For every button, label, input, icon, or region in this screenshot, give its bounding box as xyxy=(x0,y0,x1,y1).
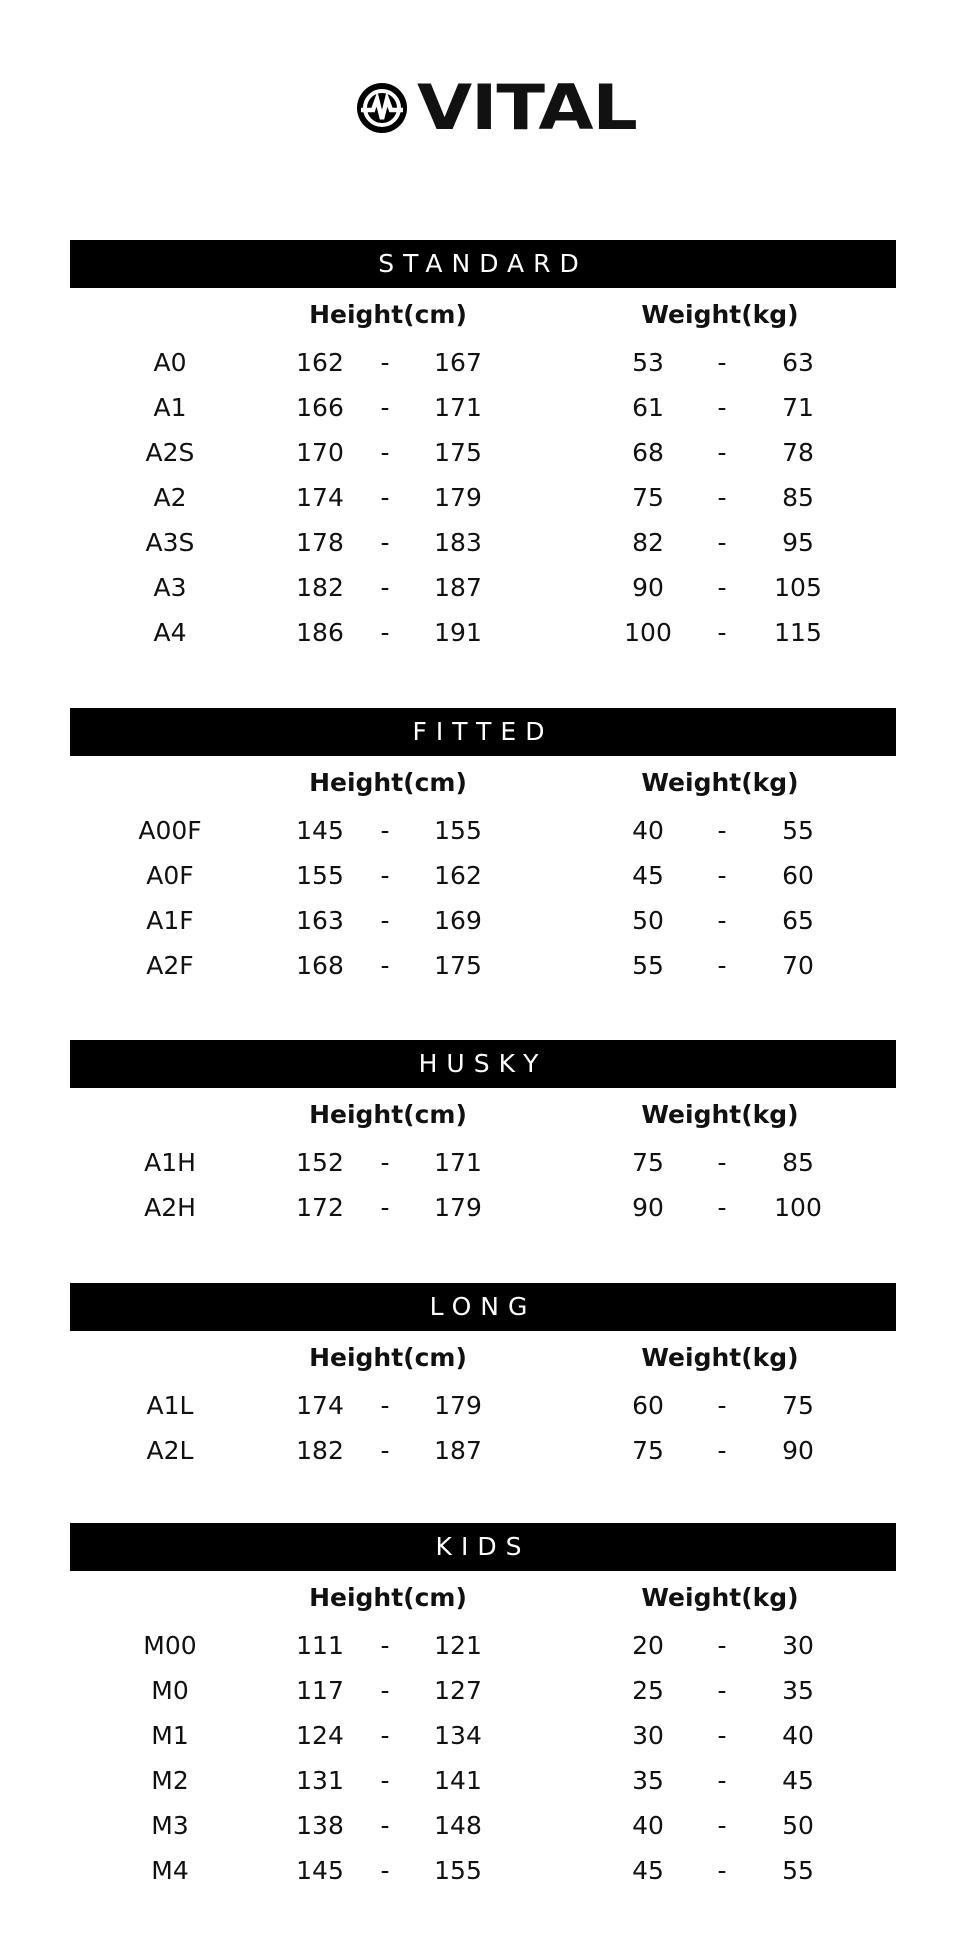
weight-min-cell: 90 xyxy=(632,573,664,602)
weight-max-cell: 50 xyxy=(782,1811,814,1840)
weight-min-cell: 68 xyxy=(632,438,664,467)
size-rows xyxy=(0,1383,960,1473)
weight-min-cell: 90 xyxy=(632,1193,664,1222)
height-max-cell: 162 xyxy=(434,861,482,890)
weight-max-cell: 55 xyxy=(782,816,814,845)
size-cell: A2 xyxy=(153,483,187,512)
range-dash: - xyxy=(380,438,390,467)
height-max-cell: 175 xyxy=(434,438,482,467)
range-dash: - xyxy=(717,1676,727,1705)
weight-min-cell: 100 xyxy=(624,618,672,647)
height-max-cell: 127 xyxy=(434,1676,482,1705)
size-cell: M2 xyxy=(151,1766,189,1795)
range-dash: - xyxy=(717,348,727,377)
height-max-cell: 191 xyxy=(434,618,482,647)
range-dash: - xyxy=(717,1631,727,1660)
range-dash: - xyxy=(380,393,390,422)
table-row xyxy=(0,1713,960,1758)
height-header: Height(cm) xyxy=(309,1343,467,1372)
height-min-cell: 162 xyxy=(296,348,344,377)
range-dash: - xyxy=(717,1766,727,1795)
weight-max-cell: 115 xyxy=(774,618,822,647)
weight-max-cell: 85 xyxy=(782,1148,814,1177)
height-max-cell: 171 xyxy=(434,393,482,422)
height-min-cell: 131 xyxy=(296,1766,344,1795)
height-max-cell: 179 xyxy=(434,483,482,512)
range-dash: - xyxy=(717,618,727,647)
weight-max-cell: 30 xyxy=(782,1631,814,1660)
range-dash: - xyxy=(717,861,727,890)
height-min-cell: 172 xyxy=(296,1193,344,1222)
table-row xyxy=(0,1758,960,1803)
size-cell: A0F xyxy=(146,861,194,890)
brand-logo xyxy=(355,71,637,144)
range-dash: - xyxy=(380,1193,390,1222)
range-dash: - xyxy=(717,1391,727,1420)
weight-header: Weight(kg) xyxy=(641,1583,799,1612)
weight-min-cell: 75 xyxy=(632,1148,664,1177)
weight-min-cell: 45 xyxy=(632,1856,664,1885)
weight-min-cell: 50 xyxy=(632,906,664,935)
range-dash: - xyxy=(717,1811,727,1840)
height-max-cell: 134 xyxy=(434,1721,482,1750)
weight-min-cell: 61 xyxy=(632,393,664,422)
range-dash: - xyxy=(380,1148,390,1177)
weight-max-cell: 105 xyxy=(774,573,822,602)
table-row xyxy=(0,340,960,385)
height-max-cell: 171 xyxy=(434,1148,482,1177)
weight-min-cell: 35 xyxy=(632,1766,664,1795)
size-cell: A0 xyxy=(153,348,187,377)
range-dash: - xyxy=(380,1766,390,1795)
size-cell: A2L xyxy=(146,1436,194,1465)
size-cell: A3 xyxy=(153,573,187,602)
table-row xyxy=(0,1623,960,1668)
size-cell: A2S xyxy=(145,438,195,467)
table-row xyxy=(0,385,960,430)
size-cell: A1F xyxy=(146,906,194,935)
size-cell: M3 xyxy=(151,1811,189,1840)
weight-max-cell: 78 xyxy=(782,438,814,467)
height-max-cell: 169 xyxy=(434,906,482,935)
height-min-cell: 152 xyxy=(296,1148,344,1177)
weight-max-cell: 45 xyxy=(782,1766,814,1795)
table-row xyxy=(0,520,960,565)
range-dash: - xyxy=(380,1436,390,1465)
range-dash: - xyxy=(717,1193,727,1222)
height-header: Height(cm) xyxy=(309,300,467,329)
table-row xyxy=(0,1428,960,1473)
height-min-cell: 166 xyxy=(296,393,344,422)
weight-max-cell: 90 xyxy=(782,1436,814,1465)
table-row xyxy=(0,853,960,898)
height-min-cell: 145 xyxy=(296,1856,344,1885)
table-row xyxy=(0,1668,960,1713)
weight-max-cell: 63 xyxy=(782,348,814,377)
height-max-cell: 141 xyxy=(434,1766,482,1795)
height-max-cell: 183 xyxy=(434,528,482,557)
range-dash: - xyxy=(717,393,727,422)
weight-min-cell: 40 xyxy=(632,1811,664,1840)
section-title: STANDARD xyxy=(70,240,896,288)
weight-min-cell: 60 xyxy=(632,1391,664,1420)
range-dash: - xyxy=(380,816,390,845)
height-min-cell: 168 xyxy=(296,951,344,980)
size-cell: A1H xyxy=(144,1148,196,1177)
weight-min-cell: 25 xyxy=(632,1676,664,1705)
range-dash: - xyxy=(717,951,727,980)
height-max-cell: 148 xyxy=(434,1811,482,1840)
size-cell: M0 xyxy=(151,1676,189,1705)
range-dash: - xyxy=(380,1676,390,1705)
range-dash: - xyxy=(717,906,727,935)
range-dash: - xyxy=(380,348,390,377)
weight-max-cell: 75 xyxy=(782,1391,814,1420)
size-cell: M00 xyxy=(143,1631,197,1660)
height-min-cell: 178 xyxy=(296,528,344,557)
range-dash: - xyxy=(380,528,390,557)
range-dash: - xyxy=(717,816,727,845)
size-cell: A3S xyxy=(145,528,195,557)
weight-min-cell: 53 xyxy=(632,348,664,377)
range-dash: - xyxy=(380,1721,390,1750)
size-cell: A1 xyxy=(153,393,187,422)
height-min-cell: 111 xyxy=(296,1631,344,1660)
table-row xyxy=(0,430,960,475)
height-header: Height(cm) xyxy=(309,1100,467,1129)
table-row xyxy=(0,1848,960,1893)
table-row xyxy=(0,1185,960,1230)
weight-max-cell: 95 xyxy=(782,528,814,557)
table-row xyxy=(0,1383,960,1428)
height-max-cell: 167 xyxy=(434,348,482,377)
size-cell: A4 xyxy=(153,618,187,647)
weight-min-cell: 75 xyxy=(632,1436,664,1465)
height-min-cell: 145 xyxy=(296,816,344,845)
range-dash: - xyxy=(380,1391,390,1420)
height-min-cell: 186 xyxy=(296,618,344,647)
range-dash: - xyxy=(380,483,390,512)
height-min-cell: 174 xyxy=(296,483,344,512)
weight-max-cell: 35 xyxy=(782,1676,814,1705)
height-max-cell: 179 xyxy=(434,1193,482,1222)
weight-max-cell: 60 xyxy=(782,861,814,890)
weight-min-cell: 55 xyxy=(632,951,664,980)
height-max-cell: 179 xyxy=(434,1391,482,1420)
range-dash: - xyxy=(380,1811,390,1840)
range-dash: - xyxy=(380,951,390,980)
section-title: HUSKY xyxy=(70,1040,896,1088)
weight-max-cell: 85 xyxy=(782,483,814,512)
size-cell: A2F xyxy=(146,951,194,980)
range-dash: - xyxy=(717,573,727,602)
section-title: KIDS xyxy=(70,1523,896,1571)
range-dash: - xyxy=(717,1856,727,1885)
height-max-cell: 187 xyxy=(434,1436,482,1465)
range-dash: - xyxy=(717,1721,727,1750)
table-row xyxy=(0,1803,960,1848)
height-max-cell: 187 xyxy=(434,573,482,602)
weight-header: Weight(kg) xyxy=(641,1100,799,1129)
weight-min-cell: 40 xyxy=(632,816,664,845)
height-min-cell: 182 xyxy=(296,1436,344,1465)
section-title: FITTED xyxy=(70,708,896,756)
table-row xyxy=(0,610,960,655)
size-cell: A1L xyxy=(146,1391,194,1420)
size-cell: A00F xyxy=(138,816,202,845)
weight-min-cell: 75 xyxy=(632,483,664,512)
range-dash: - xyxy=(380,618,390,647)
size-cell: M1 xyxy=(151,1721,189,1750)
size-rows xyxy=(0,1140,960,1230)
weight-min-cell: 20 xyxy=(632,1631,664,1660)
range-dash: - xyxy=(717,1436,727,1465)
size-rows xyxy=(0,808,960,988)
range-dash: - xyxy=(380,1856,390,1885)
weight-header: Weight(kg) xyxy=(641,768,799,797)
weight-max-cell: 100 xyxy=(774,1193,822,1222)
table-row xyxy=(0,943,960,988)
range-dash: - xyxy=(717,483,727,512)
table-row xyxy=(0,475,960,520)
weight-header: Weight(kg) xyxy=(641,300,799,329)
height-min-cell: 170 xyxy=(296,438,344,467)
range-dash: - xyxy=(717,1148,727,1177)
range-dash: - xyxy=(380,906,390,935)
table-row xyxy=(0,1140,960,1185)
weight-max-cell: 55 xyxy=(782,1856,814,1885)
weight-max-cell: 65 xyxy=(782,906,814,935)
height-min-cell: 174 xyxy=(296,1391,344,1420)
height-min-cell: 124 xyxy=(296,1721,344,1750)
height-min-cell: 117 xyxy=(296,1676,344,1705)
height-min-cell: 138 xyxy=(296,1811,344,1840)
weight-min-cell: 45 xyxy=(632,861,664,890)
table-row xyxy=(0,808,960,853)
range-dash: - xyxy=(380,573,390,602)
height-header: Height(cm) xyxy=(309,1583,467,1612)
height-max-cell: 155 xyxy=(434,816,482,845)
height-min-cell: 155 xyxy=(296,861,344,890)
height-max-cell: 121 xyxy=(434,1631,482,1660)
range-dash: - xyxy=(717,438,727,467)
weight-min-cell: 82 xyxy=(632,528,664,557)
section-title: LONG xyxy=(70,1283,896,1331)
weight-min-cell: 30 xyxy=(632,1721,664,1750)
vital-pulse-icon xyxy=(355,81,409,135)
table-row xyxy=(0,898,960,943)
range-dash: - xyxy=(380,1631,390,1660)
size-rows xyxy=(0,1623,960,1893)
size-cell: A2H xyxy=(144,1193,196,1222)
height-min-cell: 163 xyxy=(296,906,344,935)
brand-name: VITAL xyxy=(417,71,637,144)
table-row xyxy=(0,565,960,610)
height-max-cell: 175 xyxy=(434,951,482,980)
size-rows xyxy=(0,340,960,655)
weight-max-cell: 70 xyxy=(782,951,814,980)
height-max-cell: 155 xyxy=(434,1856,482,1885)
height-min-cell: 182 xyxy=(296,573,344,602)
range-dash: - xyxy=(380,861,390,890)
size-cell: M4 xyxy=(151,1856,189,1885)
range-dash: - xyxy=(717,528,727,557)
weight-max-cell: 40 xyxy=(782,1721,814,1750)
weight-header: Weight(kg) xyxy=(641,1343,799,1372)
height-header: Height(cm) xyxy=(309,768,467,797)
weight-max-cell: 71 xyxy=(782,393,814,422)
